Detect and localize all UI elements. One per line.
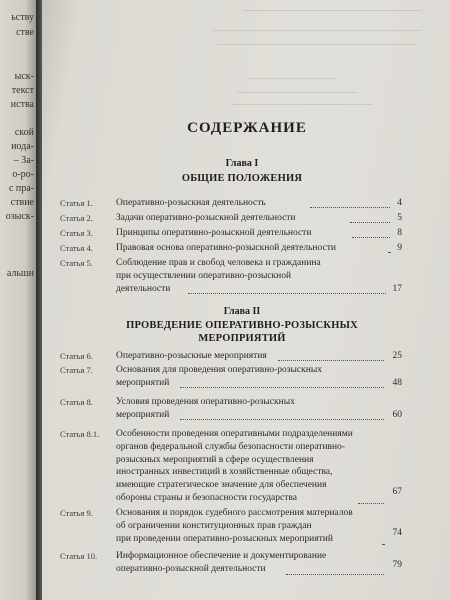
article-title: оперативно-розыскной деятельности <box>116 563 266 574</box>
page-number: 25 <box>392 351 402 361</box>
left-page-fragment: иода- <box>11 141 34 152</box>
toc-entry[interactable] <box>60 428 402 508</box>
show-through <box>237 92 357 93</box>
page-number: 79 <box>392 560 402 570</box>
show-through <box>217 44 417 45</box>
chapter-title: МЕРОПРИЯТИЙ <box>198 333 286 344</box>
article-number: Статья 9. <box>60 508 93 518</box>
leader-dots <box>180 418 384 420</box>
article-title-block <box>116 428 384 505</box>
leader-dots <box>180 386 384 388</box>
article-title: Задачи оперативно-розыскной деятельности <box>116 213 296 223</box>
article-number: Статья 5. <box>60 258 93 268</box>
article-title: имеющие стратегическое значение для обеспечения <box>116 480 327 491</box>
page-number: 4 <box>397 198 402 208</box>
article-title: органов федеральной службы безопасности оперативно- <box>116 441 346 452</box>
leader-dots <box>286 573 384 575</box>
toc-entry[interactable] <box>60 364 402 392</box>
leader-dots <box>278 359 384 361</box>
leader-dots <box>382 543 384 545</box>
article-number: Статья 6. <box>60 351 93 361</box>
page-number: 74 <box>392 528 402 538</box>
article-title: при проведении оперативно-розыскных мероприятий <box>116 533 333 544</box>
contents-page <box>42 0 450 600</box>
show-through <box>242 10 422 17</box>
left-page-fragment: о-ро- <box>12 169 34 180</box>
show-through <box>212 30 422 31</box>
left-page-fragment: ыск- <box>14 71 34 82</box>
article-title: иностранных инвестиций в хозяйственные общества, <box>116 467 333 478</box>
left-page-fragment: альшн <box>6 268 34 279</box>
article-title: Правовая основа оперативно-розыскной деятельности <box>116 243 336 253</box>
article-title: Соблюдение прав и свобод человека и гражданина <box>116 258 321 268</box>
toc-entry[interactable] <box>60 550 402 580</box>
left-page-fragment: стве <box>16 27 34 38</box>
left-page-fragment: ской <box>14 127 34 138</box>
show-through <box>247 78 337 79</box>
article-title: Информационное обеспечение и документирование <box>116 551 327 561</box>
article-number: Статья 10. <box>60 551 98 561</box>
article-title-block <box>116 550 384 576</box>
article-number: Статья 1. <box>60 198 93 208</box>
article-number: Статья 7. <box>60 365 93 375</box>
article-title-block <box>116 257 384 295</box>
page-number: 48 <box>392 378 402 388</box>
left-page-fragment: ьству <box>11 12 34 23</box>
page-number: 17 <box>392 284 402 294</box>
article-number: Статья 4. <box>60 243 93 253</box>
toc-entry[interactable] <box>60 507 402 549</box>
page-number: 8 <box>397 228 402 238</box>
chapter-number: Глава II <box>223 306 261 317</box>
article-title: деятельности <box>116 283 171 294</box>
article-title: мероприятий <box>116 377 170 388</box>
left-page-fragment: озыск- <box>5 211 34 222</box>
article-title: Оперативно-розыскные мероприятия <box>116 351 267 361</box>
chapter-title: ОБЩИЕ ПОЛОЖЕНИЯ <box>181 173 303 184</box>
article-title: Основания для проведения оперативно-розыскных <box>116 365 322 375</box>
left-page-fragment: ствие <box>10 197 34 208</box>
leader-dots <box>188 292 386 294</box>
page-number: 5 <box>397 213 402 223</box>
article-title: Оперативно-розыскная деятельность <box>116 198 266 208</box>
article-title: Принципы оперативно-розыскной деятельности <box>116 228 312 238</box>
article-title: Основания и порядок судебного рассмотрения материалов <box>116 508 353 518</box>
article-number: Статья 3. <box>60 228 93 238</box>
article-title: розыскных мероприятий в сфере осуществления <box>116 454 314 465</box>
article-title: Особенности проведения оперативными подразделениями <box>116 429 353 439</box>
leader-dots <box>352 236 390 238</box>
chapter-title: ПРОВЕДЕНИЕ ОПЕРАТИВНО-РОЗЫСКНЫХ <box>126 320 358 331</box>
article-title-block <box>116 507 384 545</box>
chapter-number: Глава I <box>225 158 259 169</box>
article-title: мероприятий <box>116 409 170 420</box>
article-title: об ограничении конституционных прав граждан <box>116 520 312 531</box>
article-number: Статья 2. <box>60 213 93 223</box>
page-number: 60 <box>392 410 402 420</box>
toc-entry[interactable] <box>60 396 402 424</box>
page-number: 9 <box>397 243 402 253</box>
leader-dots <box>350 221 390 223</box>
leader-dots <box>358 502 384 504</box>
article-number: Статья 8.1. <box>60 429 100 439</box>
left-page-fragment: – За- <box>13 155 34 166</box>
left-page-fragment: иства <box>10 99 34 110</box>
article-title: при осуществлении оперативно-розыскной <box>116 270 292 281</box>
page-number: 67 <box>392 487 402 497</box>
left-page-fragment: с пра- <box>8 183 34 194</box>
contents-title: СОДЕРЖАНИЕ <box>187 120 307 136</box>
left-page-fragment: текст <box>11 85 34 96</box>
left-page-edge <box>0 0 36 600</box>
leader-dots <box>388 251 390 253</box>
toc-entry[interactable] <box>60 257 402 297</box>
article-number: Статья 8. <box>60 397 93 407</box>
article-title: обороны страны и безопасности государства <box>116 492 297 503</box>
article-title: Условия проведения оперативно-розыскных <box>116 397 295 407</box>
show-through <box>232 104 372 105</box>
leader-dots <box>310 206 390 208</box>
